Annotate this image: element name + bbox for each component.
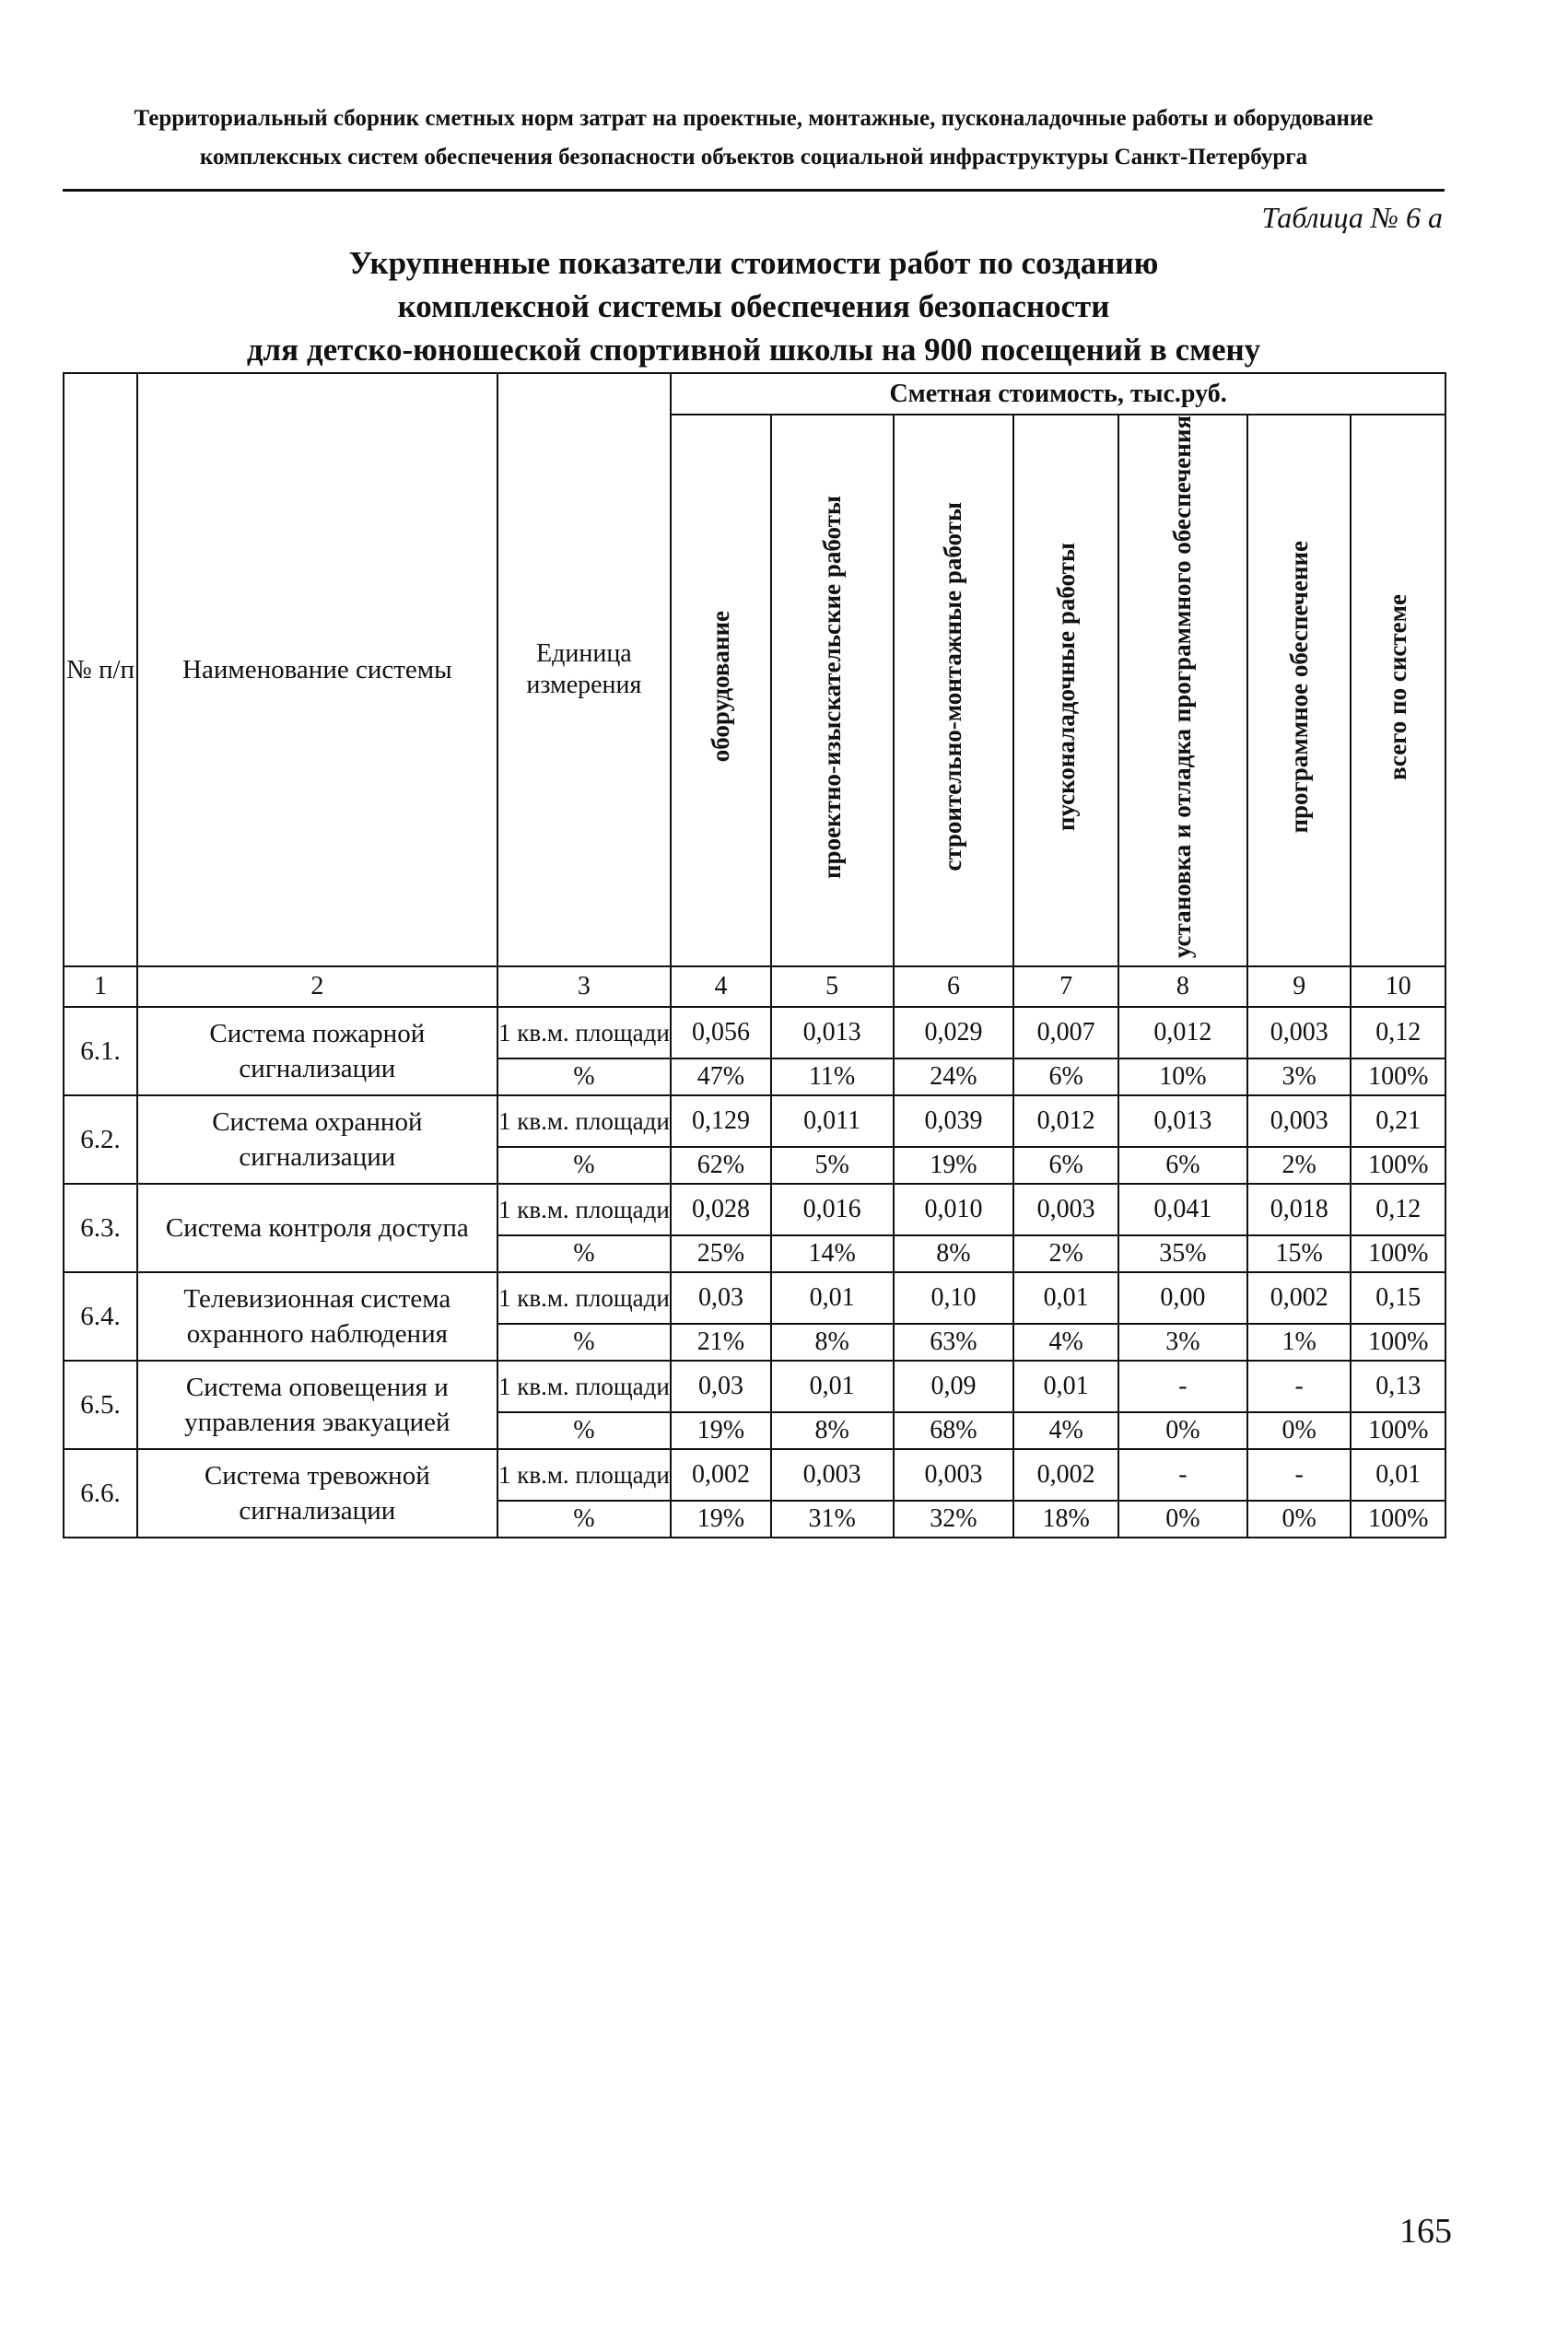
cost-value-cell: 0,018	[1247, 1184, 1352, 1235]
system-name: Система пожарной сигнализации	[137, 1007, 497, 1095]
cost-value-cell: 0,010	[894, 1184, 1014, 1235]
cost-value-cell: 0,12	[1351, 1007, 1445, 1058]
header-cost-col-label: программное обеспечение	[1284, 540, 1313, 834]
cost-value-cell: 0,01	[1013, 1361, 1118, 1412]
column-index-cell: 1	[64, 966, 137, 1007]
running-header	[63, 99, 1445, 177]
cost-value-cell: -	[1118, 1361, 1247, 1412]
table-title-line-3: для детско-юношеской спортивной школы на 900 посещений в смену	[246, 332, 1261, 368]
cost-value-cell: 0,041	[1118, 1184, 1247, 1235]
header-cost-col	[1118, 415, 1247, 966]
system-name: Система тревожной сигнализации	[137, 1449, 497, 1538]
system-number: 6.5.	[64, 1361, 137, 1449]
table-title-line-2: комплексной системы обеспечения безопасности	[397, 288, 1110, 324]
percent-value-cell: 1%	[1247, 1324, 1352, 1361]
cost-value-cell: 0,01	[1351, 1449, 1445, 1501]
unit-percent: %	[497, 1412, 672, 1449]
percent-value-cell: 15%	[1247, 1235, 1352, 1272]
percent-value-cell: 21%	[671, 1324, 771, 1361]
system-number: 6.3.	[64, 1184, 137, 1272]
percent-value-cell: 14%	[771, 1235, 894, 1272]
cost-value-cell: 0,012	[1118, 1007, 1247, 1058]
percent-value-cell: 47%	[671, 1058, 771, 1095]
header-cost-col-label: строительно-монтажные работы	[939, 502, 967, 871]
table-row	[64, 1272, 1445, 1324]
percent-value-cell: 11%	[771, 1058, 894, 1095]
cost-value-cell: 0,003	[1013, 1184, 1118, 1235]
cost-value-cell: 0,003	[1247, 1095, 1352, 1147]
cost-value-cell: 0,029	[894, 1007, 1014, 1058]
cost-value-cell: 0,129	[671, 1095, 771, 1147]
system-number: 6.2.	[64, 1095, 137, 1184]
column-index-cell: 5	[771, 966, 894, 1007]
cost-value-cell: 0,21	[1351, 1095, 1445, 1147]
percent-value-cell: 2%	[1013, 1235, 1118, 1272]
cost-value-cell: 0,002	[671, 1449, 771, 1501]
unit-area: 1 кв.м. площади	[497, 1449, 672, 1501]
percent-value-cell: 63%	[894, 1324, 1014, 1361]
header-cost-col	[671, 415, 771, 966]
cost-table	[63, 372, 1446, 1538]
percent-value-cell: 10%	[1118, 1058, 1247, 1095]
percent-value-cell: 19%	[671, 1501, 771, 1538]
percent-value-cell: 68%	[894, 1412, 1014, 1449]
table-title	[63, 241, 1445, 371]
header-col-number: № п/п	[64, 373, 137, 966]
unit-percent: %	[497, 1324, 672, 1361]
percent-value-cell: 62%	[671, 1147, 771, 1184]
table-row	[64, 1095, 1445, 1147]
unit-area: 1 кв.м. площади	[497, 1184, 672, 1235]
cost-value-cell: 0,056	[671, 1007, 771, 1058]
header-cost-col-label: пусконаладочные работы	[1051, 543, 1080, 832]
cost-value-cell: 0,016	[771, 1184, 894, 1235]
cost-value-cell: -	[1247, 1449, 1352, 1501]
running-header-line-1: Территориальный сборник сметных норм затрат на проектные, монтажные, пусконаладочные работы и оборудование	[134, 106, 1374, 131]
table-number: Таблица № 6 а	[1261, 201, 1443, 234]
percent-value-cell: 100%	[1351, 1058, 1445, 1095]
cost-value-cell: 0,00	[1118, 1272, 1247, 1324]
percent-value-cell: 5%	[771, 1147, 894, 1184]
cost-value-cell: 0,039	[894, 1095, 1014, 1147]
cost-value-cell: 0,09	[894, 1361, 1014, 1412]
header-cost-col-label: установка и отладка программного обеспечения	[1168, 415, 1197, 959]
cost-value-cell: 0,15	[1351, 1272, 1445, 1324]
column-index-cell: 7	[1013, 966, 1118, 1007]
unit-percent: %	[497, 1147, 672, 1184]
percent-value-cell: 100%	[1351, 1412, 1445, 1449]
cost-value-cell: 0,01	[771, 1272, 894, 1324]
percent-value-cell: 4%	[1013, 1324, 1118, 1361]
cost-value-cell: 0,003	[1247, 1007, 1352, 1058]
cost-value-cell: 0,03	[671, 1272, 771, 1324]
table-title-line-1: Укрупненные показатели стоимости работ по созданию	[348, 245, 1159, 281]
header-col-system-name: Наименование системы	[137, 373, 497, 966]
cost-value-cell: 0,028	[671, 1184, 771, 1235]
table-row	[64, 1184, 1445, 1235]
header-col-unit: Единица измерения	[497, 373, 672, 966]
system-number: 6.6.	[64, 1449, 137, 1538]
unit-percent: %	[497, 1235, 672, 1272]
cost-value-cell: 0,01	[771, 1361, 894, 1412]
header-cost-col-label: проектно-изыскательские работы	[817, 495, 846, 879]
cost-value-cell: 0,12	[1351, 1184, 1445, 1235]
percent-value-cell: 2%	[1247, 1147, 1352, 1184]
percent-value-cell: 100%	[1351, 1147, 1445, 1184]
cost-value-cell: 0,013	[1118, 1095, 1247, 1147]
percent-value-cell: 100%	[1351, 1235, 1445, 1272]
percent-value-cell: 6%	[1013, 1058, 1118, 1095]
percent-value-cell: 4%	[1013, 1412, 1118, 1449]
percent-value-cell: 35%	[1118, 1235, 1247, 1272]
header-cost-col	[1351, 415, 1445, 966]
system-name: Система контроля доступа	[137, 1184, 497, 1272]
percent-value-cell: 31%	[771, 1501, 894, 1538]
header-cost-col	[1247, 415, 1352, 966]
cost-value-cell: 0,13	[1351, 1361, 1445, 1412]
percent-value-cell: 24%	[894, 1058, 1014, 1095]
percent-value-cell: 32%	[894, 1501, 1014, 1538]
column-index-cell: 6	[894, 966, 1014, 1007]
header-cost-col	[1013, 415, 1118, 966]
header-cost-col-label: оборудование	[706, 611, 734, 763]
percent-value-cell: 6%	[1118, 1147, 1247, 1184]
cost-value-cell: -	[1247, 1361, 1352, 1412]
header-cost-col	[771, 415, 894, 966]
cost-value-cell: 0,002	[1247, 1272, 1352, 1324]
cost-value-cell: 0,012	[1013, 1095, 1118, 1147]
column-index-cell: 3	[497, 966, 672, 1007]
cost-value-cell: -	[1118, 1449, 1247, 1501]
column-index-cell: 9	[1247, 966, 1352, 1007]
percent-value-cell: 3%	[1118, 1324, 1247, 1361]
system-name: Система оповещения и управления эвакуацией	[137, 1361, 497, 1449]
cost-value-cell: 0,013	[771, 1007, 894, 1058]
cost-value-cell: 0,002	[1013, 1449, 1118, 1501]
cost-value-cell: 0,01	[1013, 1272, 1118, 1324]
unit-area: 1 кв.м. площади	[497, 1007, 672, 1058]
table-row	[64, 1361, 1445, 1412]
unit-percent: %	[497, 1058, 672, 1095]
percent-value-cell: 0%	[1247, 1501, 1352, 1538]
system-number: 6.4.	[64, 1272, 137, 1361]
unit-area: 1 кв.м. площади	[497, 1361, 672, 1412]
percent-value-cell: 19%	[671, 1412, 771, 1449]
percent-value-cell: 100%	[1351, 1324, 1445, 1361]
cost-value-cell: 0,007	[1013, 1007, 1118, 1058]
cost-value-cell: 0,10	[894, 1272, 1014, 1324]
cost-value-cell: 0,003	[771, 1449, 894, 1501]
percent-value-cell: 8%	[894, 1235, 1014, 1272]
header-divider	[63, 189, 1445, 192]
percent-value-cell: 8%	[771, 1324, 894, 1361]
column-index-cell: 2	[137, 966, 497, 1007]
percent-value-cell: 0%	[1118, 1501, 1247, 1538]
table-row	[64, 1007, 1445, 1058]
percent-value-cell: 3%	[1247, 1058, 1352, 1095]
table-row	[64, 1449, 1445, 1501]
unit-percent: %	[497, 1501, 672, 1538]
percent-value-cell: 19%	[894, 1147, 1014, 1184]
column-index-cell: 8	[1118, 966, 1247, 1007]
percent-value-cell: 0%	[1118, 1412, 1247, 1449]
running-header-line-2: комплексных систем обеспечения безопасности объектов социальной инфраструктуры Санкт-Петербурга	[199, 145, 1308, 170]
system-name: Телевизионная система охранного наблюдения	[137, 1272, 497, 1361]
percent-value-cell: 8%	[771, 1412, 894, 1449]
percent-value-cell: 25%	[671, 1235, 771, 1272]
column-index-cell: 4	[671, 966, 771, 1007]
percent-value-cell: 0%	[1247, 1412, 1352, 1449]
percent-value-cell: 6%	[1013, 1147, 1118, 1184]
percent-value-cell: 100%	[1351, 1501, 1445, 1538]
system-name: Система охранной сигнализации	[137, 1095, 497, 1184]
cost-value-cell: 0,011	[771, 1095, 894, 1147]
cost-value-cell: 0,003	[894, 1449, 1014, 1501]
unit-area: 1 кв.м. площади	[497, 1272, 672, 1324]
cost-value-cell: 0,03	[671, 1361, 771, 1412]
page-number: 165	[1399, 2212, 1452, 2251]
header-cost-col-label: всего по системе	[1384, 593, 1412, 780]
header-cost-group: Сметная стоимость, тыс.руб.	[671, 373, 1445, 415]
column-index-cell: 10	[1351, 966, 1445, 1007]
percent-value-cell: 18%	[1013, 1501, 1118, 1538]
header-cost-col	[894, 415, 1014, 966]
unit-area: 1 кв.м. площади	[497, 1095, 672, 1147]
system-number: 6.1.	[64, 1007, 137, 1095]
